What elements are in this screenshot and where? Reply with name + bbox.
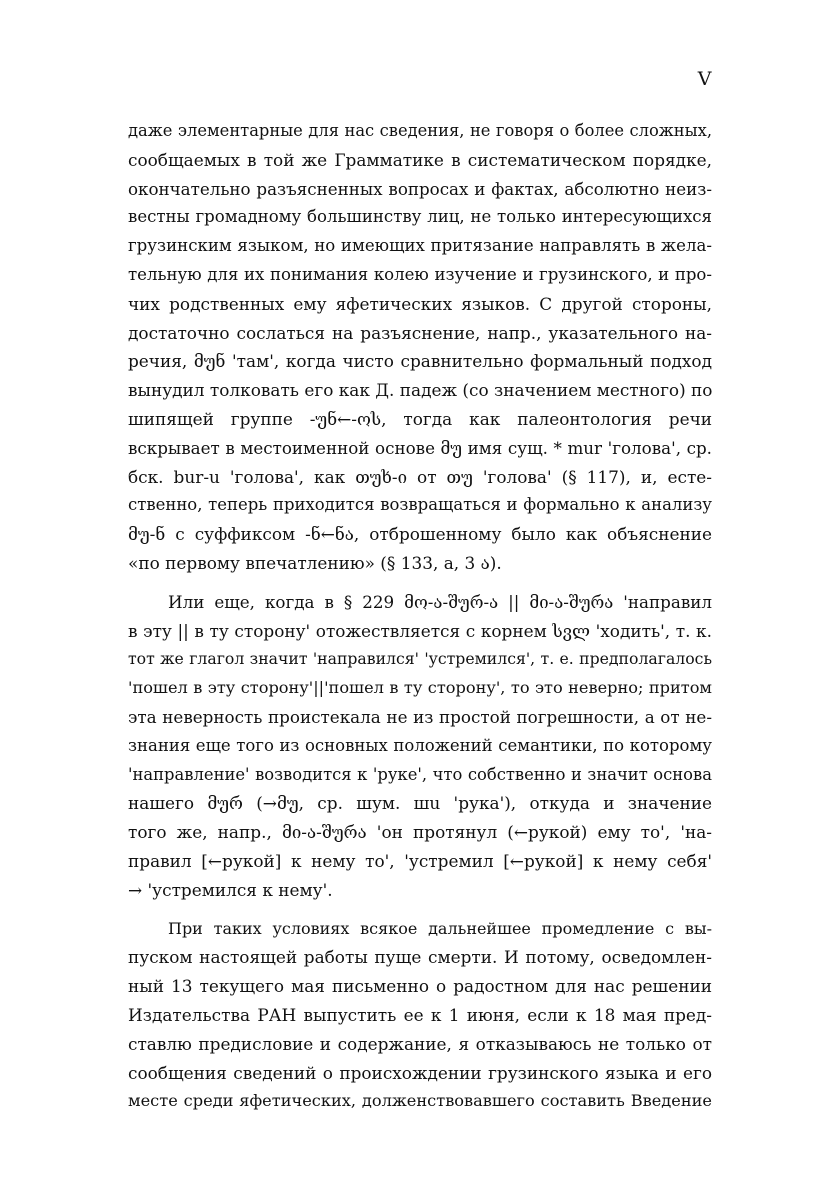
text-line: того же, напр., მი-ა-შურა 'он протянул (←рукой) ему то', 'на- xyxy=(128,822,712,843)
text-line: шипящей группе -უნ←-ოს, тогда как палеонтология речи xyxy=(128,408,712,429)
text-line: ственно, теперь приходится возвращаться и формально к анализу xyxy=(128,495,712,515)
text-line: ный 13 текущего мая письменно о радостном для нас решении xyxy=(128,976,712,997)
text-line: достаточно сослаться на разъяснение, напр., указательного на- xyxy=(128,322,712,343)
text-line: сообщения сведений о происхождении грузинского языка и его xyxy=(128,1062,712,1083)
body-text xyxy=(128,117,712,1116)
text-line: даже элементарные для нас сведения, не говоря о более сложных, xyxy=(128,121,712,140)
text-line: → 'устремился к нему'. xyxy=(128,879,333,900)
paragraph-3 xyxy=(128,915,712,1117)
text-line: тельную для их понимания колею изучение и грузинского, и про- xyxy=(128,264,712,284)
text-line: ставлю предисловие и содержание, я отказываюсь не только от xyxy=(128,1033,712,1054)
text-line: вскрывает в местоименной основе მუ имя сущ. * mur 'голова', ср. xyxy=(128,437,712,458)
text-line: тот же глагол значит 'направился' 'устремился', т. е. предполагалось xyxy=(128,649,712,669)
text-line: пуском настоящей работы пуще смерти. И потому, осведомлен- xyxy=(128,947,712,968)
text-line: «по первому впечатлению» (§ 133, а, 3 ა). xyxy=(128,552,502,573)
text-line: знания еще того из основных положений семантики, по которому xyxy=(128,735,712,755)
text-line: эта неверность проистекала не из простой погрешности, а от не- xyxy=(128,706,712,727)
text-line: речия, მუნ 'там', когда чисто сравнительно формальный подход xyxy=(128,351,712,372)
text-line: чих родственных ему яфетических языков. С другой стороны, xyxy=(128,293,712,314)
text-line: грузинским языком, но имеющих притязание направлять в жела- xyxy=(128,236,712,256)
text-line: вестны громадному большинству лиц, не только интересующихся xyxy=(128,207,712,227)
text-line: нашего მურ (→მუ, ср. шум. шu 'рука'), откуда и значение xyxy=(128,793,712,814)
paragraph-2 xyxy=(128,588,712,905)
text-line: 'направление' возводится к 'руке', что собственно и значит основа xyxy=(128,764,712,784)
text-line: вынудил толковать его как Д. падеж (со значением местного) по xyxy=(128,380,713,401)
text-line: бск. bur-u 'голова', как თუხ-ი от თუ 'голова' (§ 117), и, есте- xyxy=(128,466,712,487)
text-line: При таких условиях всякое дальнейшее промедление с вы- xyxy=(168,918,712,938)
page-number: V xyxy=(697,68,712,90)
text-line: месте среди яфетических, долженствовавшего составить Введение xyxy=(128,1091,712,1111)
text-line: 'пошел в эту сторону'||'пошел в ту сторону', то это неверно; притом xyxy=(128,678,712,698)
paragraph-spacer xyxy=(128,578,712,588)
text-line: сообщаемых в той же Грамматике в систематическом порядке, xyxy=(128,149,712,170)
text-line: Или еще, когда в § 229 მო-ა-შურ-ა || მი-ა-შურა 'направил xyxy=(168,591,712,612)
text-line: Издательства РАН выпустить ее к 1 июня, если к 18 мая пред- xyxy=(128,1004,712,1025)
text-line: მუ-ნ с суффиксом -ნ←ნა, отброшенному было как объяснение xyxy=(128,524,712,545)
text-line: правил [←рукой] к нему то', 'устремил [←рукой] к нему себя' xyxy=(128,850,712,871)
paragraph-spacer xyxy=(128,905,712,915)
text-line: в эту || в ту сторону' отожествляется с корнем სვლ 'ходить', т. к. xyxy=(128,620,712,641)
paragraph-1 xyxy=(128,117,712,578)
text-line: окончательно разъясненных вопросах и фактах, абсолютно неиз- xyxy=(128,178,712,199)
